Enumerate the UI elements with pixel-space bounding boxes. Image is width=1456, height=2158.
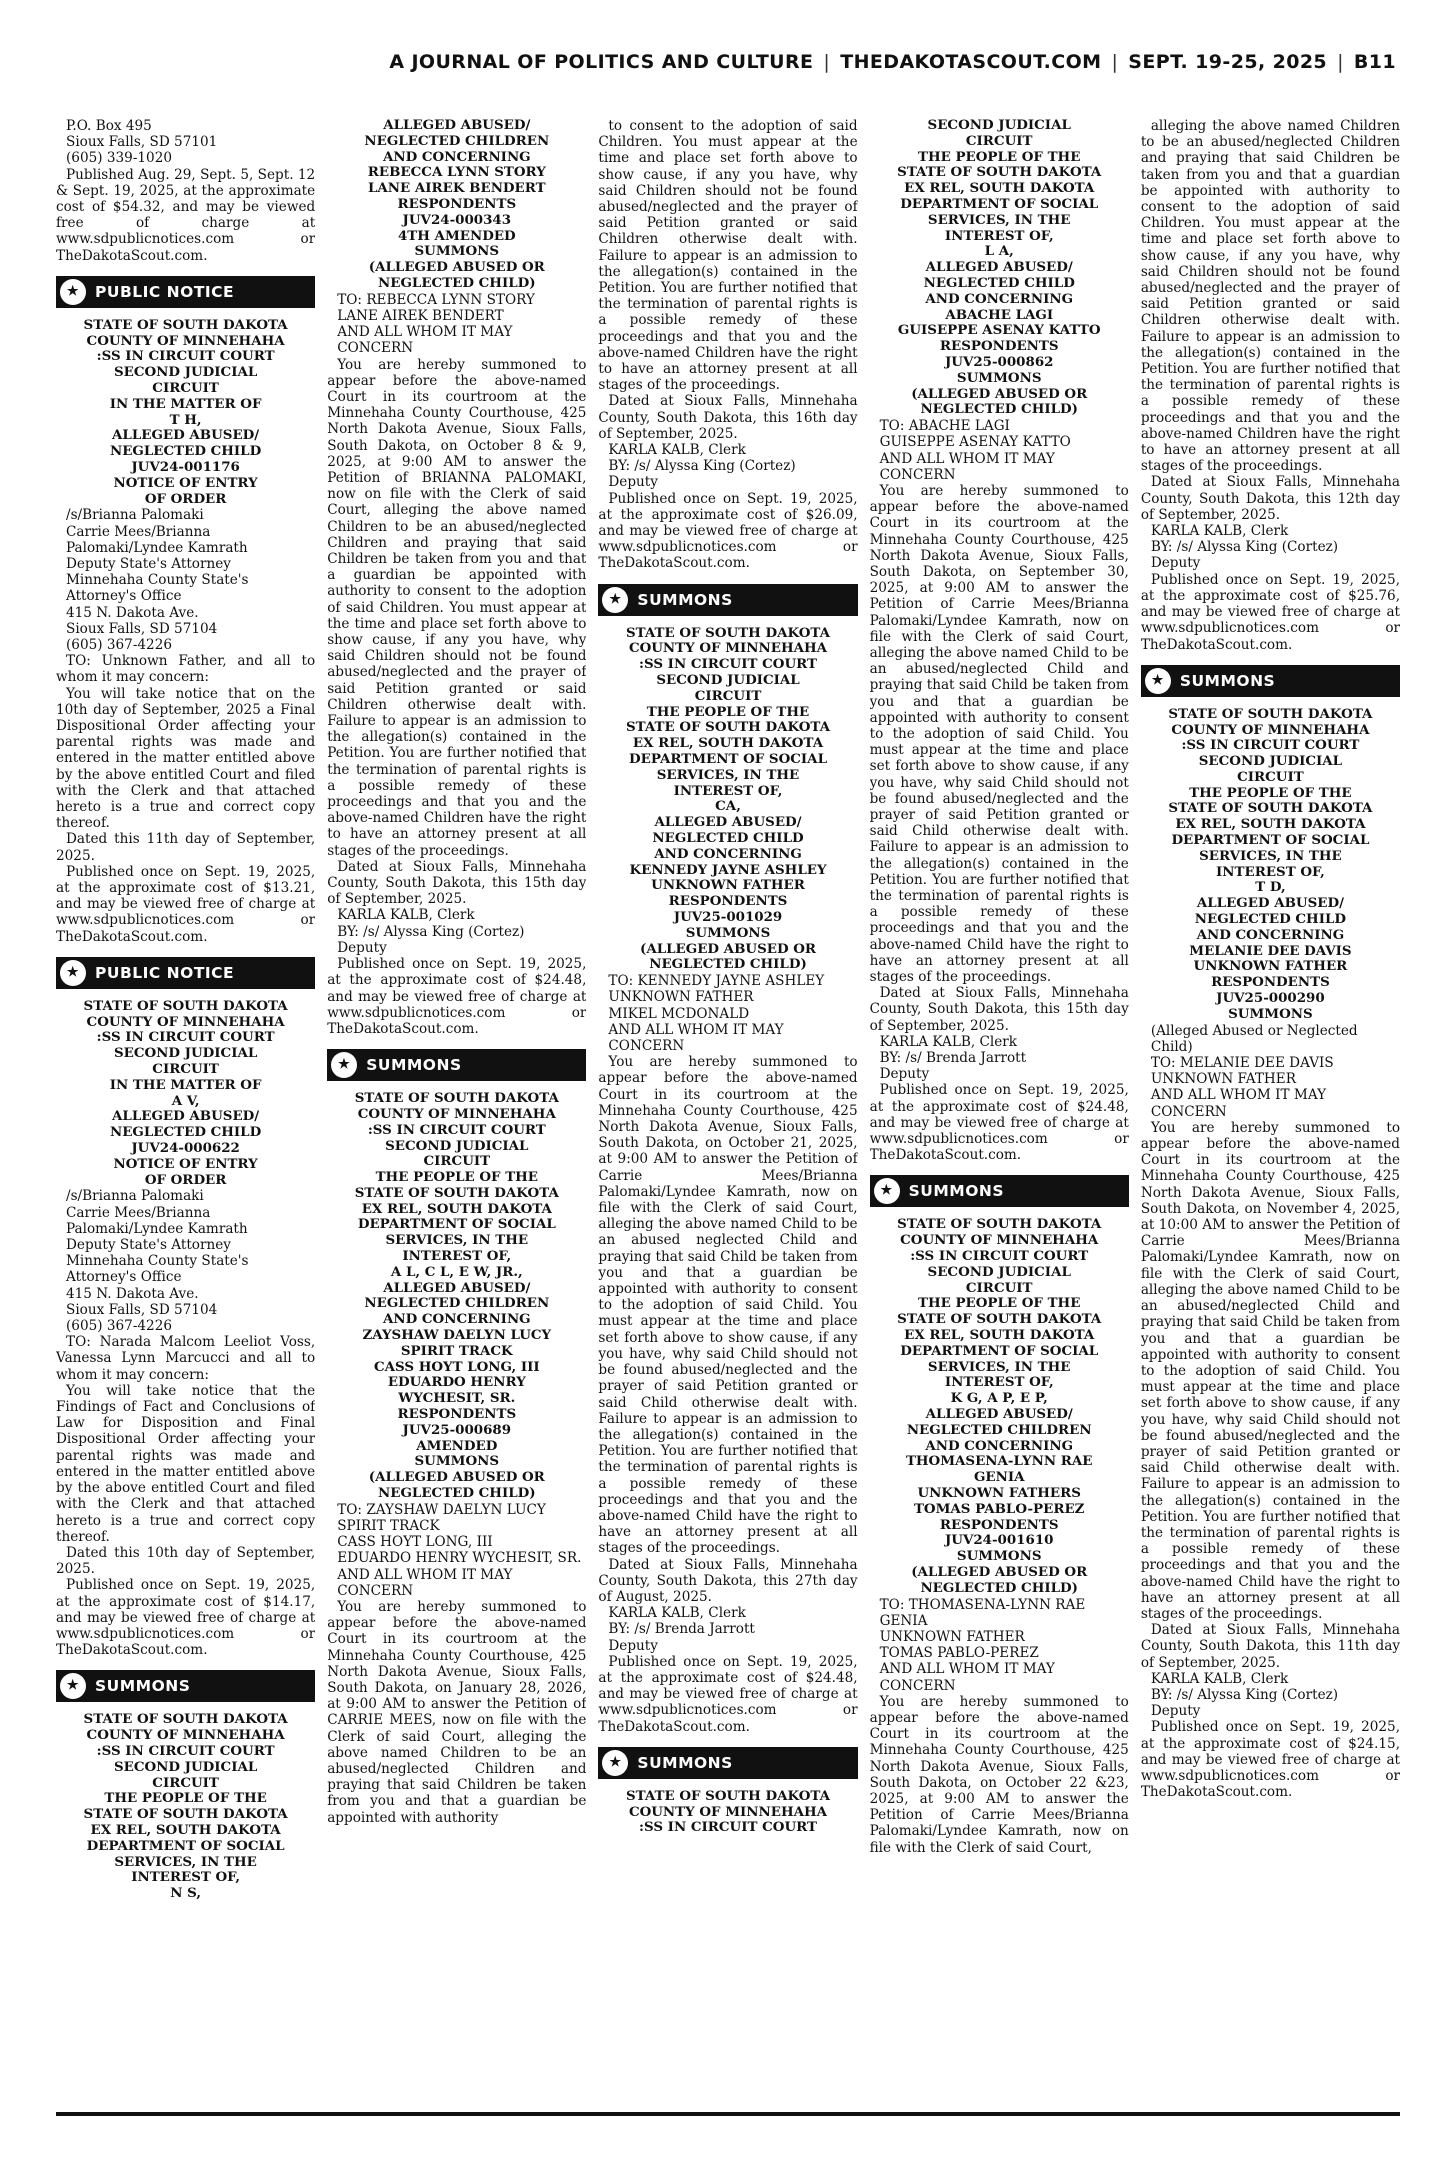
caption-line: CIRCUIT — [1237, 768, 1304, 785]
address-line: UNKNOWN FATHER — [879, 1629, 1025, 1646]
publication-note: Published once on Sept. 19, 2025, at the approximate cost of $24.48, and may be viewed free of charge at www.sdpublicnotices.com or TheDakotaScout.com. — [598, 1653, 858, 1735]
caption-line: ALLEGED ABUSED/ — [1196, 895, 1344, 912]
signature-line: Deputy — [879, 1066, 930, 1083]
caption-line: JUV24-001176 — [131, 459, 240, 475]
badge-label: SUMMONS — [908, 1182, 1005, 1201]
address-line: Carrie Mees/Brianna Palomaki/Lyndee Kamrath — [66, 1204, 248, 1237]
caption-line: EX REL, SOUTH DAKOTA — [90, 1821, 281, 1838]
scout-logo-icon: ★ — [60, 279, 86, 305]
caption-line: INTEREST OF, — [1216, 863, 1325, 880]
caption-line: IN THE MATTER OF — [109, 395, 262, 412]
publication-note: Published once on Sept. 19, 2025, at the approximate cost of $13.21, and may be viewed free of charge at www.sdpublicnotices.com or TheDakotaScout.com. — [56, 863, 316, 945]
caption-line: DEPARTMENT OF SOCIAL — [357, 1216, 556, 1233]
caption-line: KENNEDY JAYNE ASHLEY — [629, 861, 827, 878]
caption-line: SERVICES, IN THE — [1199, 847, 1342, 864]
caption-line: STATE OF SOUTH DAKOTA — [354, 1184, 559, 1201]
signature-line: BY: /s/ Alyssa King (Cortez) — [1150, 1686, 1339, 1703]
caption-line: UNKNOWN FATHERS — [917, 1485, 1081, 1502]
legal-notice — [327, 1049, 586, 1826]
legal-notice — [870, 118, 1129, 1163]
address-line: Minnehaha County State's Attorney's Office — [66, 572, 249, 605]
caption-line: EX REL, SOUTH DAKOTA — [361, 1200, 552, 1217]
caption-line: NEGLECTED CHILD) — [378, 1485, 536, 1502]
caption-line: SERVICES, IN THE — [656, 766, 800, 783]
caption-line: COUNTY OF MINNEHAHA — [1171, 721, 1370, 738]
caption-line: RESPONDENTS — [668, 893, 788, 910]
badge-label: SUMMONS — [637, 1753, 733, 1772]
scout-logo-icon: ★ — [602, 587, 628, 613]
caption-line: AMENDED — [416, 1437, 498, 1454]
notice-paragraph: Dated at Sioux Falls, Minnehaha County, South Dakota, this 15th day of September, 2025. — [869, 985, 1129, 1034]
caption-line: UNKNOWN FATHER — [651, 877, 805, 894]
address-line: Deputy State's Attorney — [66, 1237, 231, 1254]
column-1 — [56, 118, 315, 2106]
caption-line: CIRCUIT — [423, 1153, 491, 1170]
caption-line: CIRCUIT — [965, 1279, 1033, 1296]
caption-line: SECOND JUDICIAL — [927, 118, 1071, 133]
caption-line: JUV24-000622 — [131, 1140, 240, 1157]
address-line: (605) 367-4226 — [66, 1318, 173, 1335]
caption-line: DEPARTMENT OF SOCIAL — [900, 1342, 1099, 1359]
address-line: TO: MELANIE DEE DAVIS — [1150, 1055, 1334, 1072]
notice-paragraph: You are hereby summoned to appear before the above-named Court in its courtroom at the Minnehaha County Courthouse, 425 North Dakota Avenue, Sioux Falls, South Dakota, on November 4, 2025, at 10:00 AM to answer the Petition of Carrie Mees/Brianna Palomaki/Lyndee Kamrath, now on file with the Clerk of said Court, alleging the above named Child to be an abused/neglected Child and praying that said Child be taken from you and that a guardian be appointed with authority to consent to the adoption of said Child. You must appear at the time and place set forth above to show cause, if any you have, why said Child should not be found abused/neglected and the prayer of said Petition granted or said Child otherwise dealt with. Failure to appear is an admission to the allegation(s) contained in the Petition. You are further notified that the termination of parental rights is a possible remedy of these proceedings and that you and the above-named Child have the right to have an attorney present at all stages of the proceedings. — [1140, 1119, 1401, 1622]
caption-line: :SS IN CIRCUIT COURT — [639, 1819, 817, 1836]
notice-paragraph: You will take notice that on the 10th day of September, 2025 a Final Dispositional Order affecting your parental rights was made and entered in the matter entitled above by the above entitled Court and filed with the Clerk and that attached hereto is a true and correct copy thereof. — [56, 685, 316, 832]
caption-line: ZAYSHAW DAELYN LUCY — [362, 1327, 552, 1344]
caption-line: :SS IN CIRCUIT COURT — [96, 1029, 275, 1046]
caption-line: :SS IN CIRCUIT COURT — [96, 348, 275, 365]
publication-note: Published once on Sept. 19, 2025, at the approximate cost of $14.17, and may be viewed free of charge at www.sdpublicnotices.com or TheDakotaScout.com. — [56, 1577, 316, 1659]
address-line: P.O. Box 495 — [66, 118, 152, 134]
caption-line: SUMMONS — [414, 1453, 500, 1470]
caption-line: REBECCA LYNN STORY — [367, 164, 546, 181]
legal-notice — [56, 276, 315, 945]
signature-line: Deputy — [337, 939, 387, 956]
scout-logo-icon: ★ — [602, 1750, 628, 1776]
signature-line: KARLA KALB, Clerk — [879, 1033, 1018, 1050]
legal-notice — [56, 1670, 315, 1902]
caption-line: STATE OF SOUTH DAKOTA — [625, 719, 831, 736]
caption-line: COUNTY OF MINNEHAHA — [86, 1013, 285, 1030]
address-line: EDUARDO HENRY WYCHESIT, SR. — [337, 1550, 582, 1567]
notice-paragraph: TO: Narada Malcom Leeliot Voss, Vanessa Lynn Marcucci and all to whom it may concern: — [56, 1334, 316, 1383]
caption-line: CIRCUIT — [152, 1061, 219, 1078]
address-line: AND ALL WHOM IT MAY CONCERN — [337, 324, 513, 357]
caption-line: RESPONDENTS — [939, 1516, 1059, 1533]
notice-paragraph: Published Aug. 29, Sept. 5, Sept. 12 & Sept. 19, 2025, at the approximate cost of $54.32, and may be viewed free of charge at www.sdpublicnotices.com or TheDakotaScout.com. — [56, 166, 316, 264]
notice-paragraph: Dated at Sioux Falls, Minnehaha County, South Dakota, this 12th day of September, 2025. — [1140, 474, 1401, 523]
caption-line: 4TH AMENDED — [397, 227, 516, 244]
caption-line: JUV24-001610 — [944, 1532, 1054, 1549]
caption-line: RESPONDENTS — [397, 195, 517, 212]
address-line: TO: ABACHE LAGI — [879, 418, 1010, 435]
caption-line: GUISEPPE ASENAY KATTO — [897, 322, 1101, 339]
notice-paragraph: Dated at Sioux Falls, Minnehaha County, South Dakota, this 15th day of September, 2025. — [327, 858, 587, 908]
signature-line: BY: /s/ Alyssa King (Cortez) — [1150, 539, 1339, 556]
caption-line: STATE OF SOUTH DAKOTA — [1168, 800, 1373, 817]
caption-line: NEGLECTED CHILD) — [649, 956, 807, 973]
section-badge — [327, 1049, 586, 1081]
caption-line: CIRCUIT — [694, 687, 762, 704]
caption-line: AND CONCERNING — [1196, 926, 1345, 943]
legal-notice — [1141, 665, 1400, 1801]
address-line: AND ALL WHOM IT MAY CONCERN — [879, 450, 1055, 483]
caption-line: TOMAS PABLO-PEREZ — [913, 1500, 1085, 1517]
caption-line: THE PEOPLE OF THE — [1189, 784, 1352, 801]
badge-label: SUMMONS — [637, 590, 733, 609]
caption-line: SPIRIT TRACK — [400, 1342, 513, 1359]
caption-line: GENIA — [973, 1469, 1025, 1486]
caption-line: SECOND JUDICIAL — [927, 1263, 1071, 1280]
signature-line: Deputy — [1150, 1703, 1201, 1720]
address-line: AND ALL WHOM IT MAY CONCERN — [608, 1021, 784, 1055]
caption-line: :SS IN CIRCUIT COURT — [96, 1742, 275, 1759]
signature-line: Deputy — [608, 474, 658, 491]
address-line: /s/Brianna Palomaki — [66, 507, 204, 524]
caption-line: SECOND JUDICIAL — [113, 364, 258, 381]
caption-line: N S, — [170, 1885, 201, 1902]
caption-line: CA, — [715, 798, 741, 815]
notice-paragraph: TO: Unknown Father, and all to whom it may concern: — [56, 653, 316, 686]
address-line: 415 N. Dakota Ave. — [66, 604, 199, 621]
publication-note: Published once on Sept. 19, 2025, at the approximate cost of $24.48, and may be viewed free of charge at www.sdpublicnotices.com or TheDakotaScout.com. — [327, 956, 587, 1037]
caption-line: K G, A P, E P, — [950, 1390, 1048, 1407]
caption-line: (ALLEGED ABUSED OR — [911, 385, 1088, 402]
caption-line: STATE OF SOUTH DAKOTA — [897, 1311, 1102, 1328]
scout-logo-icon: ★ — [60, 1673, 86, 1699]
address-line: MIKEL MCDONALD — [608, 1005, 750, 1022]
caption-line: SUMMONS — [414, 243, 500, 260]
caption-line: COUNTY OF MINNEHAHA — [900, 1232, 1099, 1249]
notice-paragraph: You are hereby summoned to appear before the above-named Court in its courtroom at the Minnehaha County Courthouse, 425 North Dakota Avenue, Sioux Falls, South Dakota, on October 8 & 9, 2025, at 9:00 AM to answer the Petition of BRIANNA PALOMAKI, now on file with the Clerk of said Court, alleging the above named Children to be an abused/neglected Children and praying that said Children be taken from you and that a guardian be appointed with authority to consent to the adoption of said Children. You must appear at the time and place set forth above to show cause, if any you have, why said Children should not be found abused/neglected and the prayer of said Petition granted or said Children otherwise dealt with. Failure to appear is an admission to the allegation(s) contained in the Petition. You are further notified that the termination of parental rights is a possible remedy of these proceedings and that you and the above-named Children have the right to have an attorney present at all stages of the proceedings. — [327, 356, 587, 859]
caption-line: INTEREST OF, — [402, 1248, 512, 1265]
badge-label: PUBLIC NOTICE — [95, 282, 235, 301]
column-5 — [1141, 118, 1400, 2106]
caption-line: DEPARTMENT OF SOCIAL — [86, 1837, 285, 1854]
caption-line: SECOND JUDICIAL — [385, 1137, 529, 1154]
caption-line: EX REL, SOUTH DAKOTA — [904, 180, 1095, 197]
scout-logo-icon: ★ — [331, 1052, 357, 1078]
caption-line: COUNTY OF MINNEHAHA — [628, 640, 828, 657]
address-line: (605) 339-1020 — [66, 150, 173, 167]
legal-notice — [598, 1747, 857, 1836]
legal-notice — [56, 118, 315, 264]
caption-line: AND CONCERNING — [925, 290, 1074, 307]
caption-line: STATE OF SOUTH DAKOTA — [625, 1787, 831, 1804]
legal-notice — [870, 1175, 1129, 1855]
section-badge — [598, 1747, 857, 1779]
address-line: AND ALL WHOM IT MAY CONCERN — [879, 1661, 1055, 1694]
caption-line: JUV25-001029 — [673, 909, 783, 926]
caption-line: INTEREST OF, — [673, 782, 783, 799]
scout-logo-icon: ★ — [1145, 668, 1171, 694]
caption-line: AND CONCERNING — [382, 1311, 531, 1328]
bottom-rule — [56, 2112, 1400, 2116]
caption-line: NEGLECTED CHILD) — [920, 1579, 1078, 1596]
signature-line: KARLA KALB, Clerk — [1150, 1670, 1289, 1687]
address-line: Minnehaha County State's Attorney's Office — [66, 1253, 249, 1286]
notice-columns — [56, 118, 1400, 2106]
caption-line: COUNTY OF MINNEHAHA — [86, 1727, 285, 1744]
caption-line: NEGLECTED CHILD — [109, 1124, 262, 1141]
caption-line: WYCHESIT, SR. — [398, 1390, 516, 1407]
caption-line: RESPONDENTS — [397, 1406, 517, 1423]
caption-line: NEGLECTED CHILD — [1194, 911, 1347, 928]
legal-notice — [598, 584, 857, 1735]
address-line: AND ALL WHOM IT MAY CONCERN — [337, 1566, 513, 1599]
caption-line: DEPARTMENT OF SOCIAL — [1171, 832, 1370, 849]
publication-note: Published once on Sept. 19, 2025, at the approximate cost of $24.15, and may be viewed free of charge at www.sdpublicnotices.com or TheDakotaScout.com. — [1140, 1719, 1401, 1801]
caption-line: SUMMONS — [956, 369, 1042, 386]
caption-line: NEGLECTED CHILDREN — [364, 1295, 550, 1312]
scout-logo-icon: ★ — [874, 1178, 900, 1204]
caption-line: SECOND JUDICIAL — [656, 672, 800, 689]
section-badge — [1141, 665, 1400, 697]
caption-line: ALLEGED ABUSED/ — [383, 1279, 531, 1296]
notice-paragraph: Dated this 10th day of September, 2025. — [56, 1544, 316, 1578]
journal-tagline: A JOURNAL OF POLITICS AND CULTURE — [389, 51, 814, 73]
caption-line: STATE OF SOUTH DAKOTA — [83, 316, 288, 333]
caption-line: SERVICES, IN THE — [927, 1358, 1071, 1375]
caption-line: (ALLEGED ABUSED OR — [911, 1564, 1088, 1581]
section-badge — [56, 276, 315, 308]
publication-note: Published once on Sept. 19, 2025, at the approximate cost of $24.48, and may be viewed free of charge at www.sdpublicnotices.com or TheDakotaScout.com. — [869, 1082, 1129, 1164]
signature-line: KARLA KALB, Clerk — [1150, 523, 1289, 540]
signature-line: BY: /s/ Alyssa King (Cortez) — [337, 923, 525, 940]
caption-line: THE PEOPLE OF THE — [375, 1169, 539, 1186]
caption-line: SUMMONS — [1228, 1005, 1313, 1022]
signature-line: BY: /s/ Brenda Jarrott — [608, 1621, 755, 1638]
caption-line: SUMMONS — [685, 924, 771, 941]
caption-line: JUV24-000343 — [402, 211, 512, 228]
notice-paragraph: You are hereby summoned to appear before the above-named Court in its courtroom at the Minnehaha County Courthouse, 425 North Dakota Avenue, Sioux Falls, South Dakota, on October 21, 2025, at 9:00 AM to answer the Petition of Carrie Mees/Brianna Palomaki/Lyndee Kamrath, now on file with the Clerk of said Court, alleging the above named Child to be an abused neglected Child and praying that said Child be taken from you and that a guardian be appointed with authority to consent to the adoption of said Child. You must appear at the time and place set forth above to show cause, if any you have, why said Child should not be found abused/neglected and the prayer of said Petition granted or said Child otherwise dealt with. Failure to appear is an admission to the allegation(s) contained in the Petition. You are further notified that the termination of parental rights is a possible remedy of these proceedings and that you and the above-named Child have the right to have an attorney present at all stages of the proceedings. — [598, 1054, 858, 1557]
caption-line: :SS IN CIRCUIT COURT — [639, 656, 817, 673]
caption-line: SERVICES, IN THE — [114, 1853, 257, 1870]
legal-notice — [598, 118, 857, 572]
caption-line: AND CONCERNING — [925, 1437, 1074, 1454]
caption-line: CIRCUIT — [965, 132, 1033, 149]
notice-paragraph: Dated at Sioux Falls, Minnehaha County, South Dakota, this 27th day of August, 2025. — [598, 1556, 858, 1605]
caption-line: NEGLECTED CHILD — [109, 443, 262, 460]
caption-line: AND CONCERNING — [654, 845, 802, 862]
badge-label: SUMMONS — [95, 1677, 191, 1696]
caption-line: CASS HOYT LONG, III — [373, 1358, 540, 1375]
address-line: LANE AIREK BENDERT — [337, 307, 504, 324]
address-line: AND ALL WHOM IT MAY CONCERN — [1150, 1087, 1327, 1120]
caption-line: STATE OF SOUTH DAKOTA — [83, 997, 288, 1014]
page-number: B11 — [1353, 51, 1396, 73]
caption-line: STATE OF SOUTH DAKOTA — [897, 164, 1102, 181]
caption-line: A L, C L, E W, JR., — [390, 1263, 523, 1280]
caption-line: STATE OF SOUTH DAKOTA — [83, 1806, 288, 1823]
caption-line: RESPONDENTS — [939, 338, 1059, 355]
legal-notice — [1141, 118, 1400, 653]
scout-logo-icon: ★ — [60, 960, 86, 986]
address-line: CASS HOYT LONG, III — [337, 1534, 493, 1551]
caption-line: CIRCUIT — [152, 1774, 219, 1791]
caption-line: STATE OF SOUTH DAKOTA — [1168, 705, 1373, 722]
address-line: Sioux Falls, SD 57101 — [66, 134, 218, 151]
caption-line: ALLEGED ABUSED/ — [112, 1108, 260, 1125]
caption-line: NEGLECTED CHILD) — [378, 274, 536, 291]
address-line: UNKNOWN FATHER — [1150, 1071, 1296, 1088]
caption-line: IN THE MATTER OF — [109, 1076, 262, 1093]
address-line: (Alleged Abused or Neglected Child) — [1150, 1022, 1358, 1055]
column-3 — [598, 118, 857, 2106]
caption-line: ALLEGED ABUSED/ — [112, 427, 260, 444]
caption-line: L A, — [984, 243, 1014, 260]
caption-line: INTEREST OF, — [944, 227, 1054, 244]
publication-note: Published once on Sept. 19, 2025, at the approximate cost of $25.76, and may be viewed free of charge at www.sdpublicnotices.com or TheDakotaScout.com. — [1140, 571, 1401, 653]
caption-line: MELANIE DEE DAVIS — [1189, 942, 1352, 959]
caption-line: ALLEGED ABUSED/ — [925, 259, 1073, 276]
address-line: 415 N. Dakota Ave. — [66, 1285, 199, 1302]
signature-line: BY: /s/ Alyssa King (Cortez) — [608, 458, 796, 475]
caption-line: (ALLEGED ABUSED OR — [368, 259, 545, 276]
section-badge — [870, 1175, 1129, 1207]
caption-line: COUNTY OF MINNEHAHA — [357, 1105, 556, 1122]
signature-line: KARLA KALB, Clerk — [608, 442, 746, 459]
notice-paragraph: You are hereby summoned to appear before the above-named Court in its courtroom at the Minnehaha County Courthouse, 425 North Dakota Avenue, Sioux Falls, South Dakota, on October 22 &23, 2025, at 9:00 AM to answer the Petition of Carrie Mees/Brianna Palomaki/Lyndee Kamrath, now on file with the Clerk of said Court, — [869, 1693, 1129, 1856]
notice-paragraph: You are hereby summoned to appear before the above-named Court in its courtroom at the Minnehaha County Courthouse, 425 North Dakota Avenue, Sioux Falls, South Dakota, on September 30, 2025, at 9:00 AM to answer the Petition of Carrie Mees/Brianna Palomaki/Lyndee Kamrath, now on file with the Clerk of said Court, alleging the above named Child to be an abused/neglected Child and praying that said Child be taken from you and that a guardian be appointed with authority to consent to the adoption of said Child. You must appear at the time and place set forth above to show cause, if any you have, why said Child should not be found abused/neglected and the prayer of said Petition granted or said Child otherwise dealt with. Failure to appear is an admission to the allegation(s) contained in the Petition. You are further notified that the termination of parental rights is a possible remedy of these proceedings and that you and the above-named Child have the right to have an attorney present at all stages of the proceedings. — [869, 482, 1129, 986]
caption-line: UNKNOWN FATHER — [1193, 958, 1348, 975]
section-badge — [598, 584, 857, 616]
address-line: Carrie Mees/Brianna Palomaki/Lyndee Kamrath — [66, 523, 248, 556]
notice-paragraph: You will take notice that the Findings of Fact and Conclusions of Law for Disposition and Final Dispositional Order affecting your parental rights was made and entered in the matter entitled above by the above entitled Court and filed with the Clerk and that attached hereto is a true and correct copy thereof. — [56, 1382, 316, 1545]
caption-line: SUMMONS — [956, 1548, 1042, 1565]
caption-line: THE PEOPLE OF THE — [917, 148, 1081, 165]
caption-line: CIRCUIT — [152, 380, 219, 397]
section-badge — [56, 1670, 315, 1702]
address-line: TO: KENNEDY JAYNE ASHLEY — [608, 973, 825, 990]
site-name: THEDAKOTASCOUT.COM — [840, 51, 1102, 73]
caption-line: NEGLECTED CHILD — [923, 274, 1075, 291]
address-line: TOMAS PABLO-PEREZ — [879, 1645, 1039, 1662]
caption-line: STATE OF SOUTH DAKOTA — [897, 1216, 1102, 1233]
address-line: TO: ZAYSHAW DAELYN LUCY SPIRIT TRACK — [337, 1501, 546, 1535]
caption-line: INTEREST OF, — [944, 1374, 1054, 1391]
signature-line: KARLA KALB, Clerk — [337, 907, 475, 924]
caption-line: JUV25-000689 — [402, 1421, 512, 1438]
caption-line: :SS IN CIRCUIT COURT — [1181, 737, 1360, 754]
caption-line: T D, — [1255, 879, 1286, 896]
header-separator: | — [823, 51, 831, 73]
caption-line: ALLEGED ABUSED/ — [925, 1406, 1073, 1423]
badge-label: SUMMONS — [1179, 671, 1276, 690]
badge-label: SUMMONS — [366, 1056, 462, 1074]
caption-line: NEGLECTED CHILDREN — [364, 132, 550, 149]
column-2 — [327, 118, 586, 2106]
caption-line: :SS IN CIRCUIT COURT — [910, 1248, 1089, 1265]
signature-line: KARLA KALB, Clerk — [608, 1605, 746, 1622]
column-4 — [870, 118, 1129, 2106]
address-line: TO: THOMASENA-LYNN RAE GENIA — [879, 1596, 1086, 1629]
caption-line: NEGLECTED CHILD) — [920, 401, 1078, 418]
notice-paragraph: alleging the above named Children to be an abused/neglected Children and praying that said Children be taken from you and that a guardian be appointed with authority to consent to the adoption of said Children. You must appear at the time and place set forth above to show cause, if any you have, why said Children should not be found abused/neglected and the prayer of said Petition granted or said Children otherwise dealt with. Failure to appear is an admission to the allegation(s) contained in the Petition. You are further notified that the termination of parental rights is a possible remedy of these proceedings and that you and the above-named Children have the right to have an attorney present at all stages of the proceedings. — [1140, 118, 1401, 475]
caption-line: JUV25-000290 — [1216, 990, 1325, 1007]
issue-dates: SEPT. 19-25, 2025 — [1128, 51, 1328, 73]
notice-paragraph: Dated at Sioux Falls, Minnehaha County, South Dakota, this 11th day of September, 2025. — [1140, 1622, 1401, 1671]
caption-line: NOTICE OF ENTRY — [113, 1155, 258, 1172]
caption-line: EDUARDO HENRY — [387, 1374, 526, 1391]
caption-line: T H, — [169, 411, 202, 428]
caption-line: SECOND JUDICIAL — [1198, 753, 1343, 770]
caption-line: DEPARTMENT OF SOCIAL — [900, 195, 1099, 212]
caption-line: ALLEGED ABUSED/ — [654, 814, 802, 831]
caption-line: ABACHE LAGI — [945, 306, 1054, 323]
caption-line: STATE OF SOUTH DAKOTA — [83, 1711, 288, 1728]
address-line: Sioux Falls, SD 57104 — [66, 620, 218, 637]
caption-line: LANE AIREK BENDERT — [367, 180, 546, 197]
notice-paragraph: You are hereby summoned to appear before the above-named Court in its courtroom at the Minnehaha County Courthouse, 425 North Dakota Avenue, Sioux Falls, South Dakota, on January 28, 2026, at 9:00 AM to answer the Petition of CARRIE MEES, now on file with the Clerk of said Court, alleging the above named Children to be an abused/neglected Children and praying that said Children be taken from you and that a guardian be appointed with authority — [327, 1599, 587, 1826]
caption-line: EX REL, SOUTH DAKOTA — [632, 735, 824, 752]
header-separator: | — [1111, 51, 1119, 73]
signature-line: Deputy — [608, 1637, 658, 1654]
caption-line: OF ORDER — [144, 490, 227, 507]
address-line: Deputy State's Attorney — [66, 556, 231, 572]
notice-paragraph: Dated this 11th day of September, 2025. — [56, 831, 316, 864]
caption-line: INTEREST OF, — [131, 1869, 240, 1886]
signature-line: Deputy — [1150, 555, 1201, 572]
caption-line: NEGLECTED CHILD — [652, 830, 804, 847]
page-header — [389, 46, 1396, 78]
caption-line: SERVICES, IN THE — [927, 211, 1071, 228]
caption-line: DEPARTMENT OF SOCIAL — [629, 751, 827, 768]
caption-line: (ALLEGED ABUSED OR — [368, 1469, 545, 1486]
legal-notice — [327, 118, 586, 1037]
caption-line: NOTICE OF ENTRY — [113, 474, 258, 491]
caption-line: THE PEOPLE OF THE — [917, 1295, 1081, 1312]
badge-label: PUBLIC NOTICE — [95, 963, 235, 982]
caption-line: EX REL, SOUTH DAKOTA — [904, 1327, 1095, 1344]
publication-note: Published once on Sept. 19, 2025, at the approximate cost of $26.09, and may be viewed free of charge at www.sdpublicnotices.com or TheDakotaScout.com. — [598, 490, 858, 572]
caption-line: COUNTY OF MINNEHAHA — [628, 1803, 828, 1820]
caption-line: ALLEGED ABUSED/ — [383, 118, 531, 133]
caption-line: STATE OF SOUTH DAKOTA — [354, 1090, 559, 1107]
address-line: (605) 367-4226 — [66, 637, 173, 654]
notice-paragraph: Dated at Sioux Falls, Minnehaha County, South Dakota, this 16th day of September, 2025. — [598, 393, 858, 442]
caption-line: RESPONDENTS — [1211, 974, 1330, 991]
caption-line: COUNTY OF MINNEHAHA — [86, 332, 285, 349]
caption-line: A V, — [171, 1092, 200, 1109]
header-separator: | — [1337, 51, 1344, 73]
caption-line: STATE OF SOUTH DAKOTA — [625, 624, 831, 641]
caption-line: :SS IN CIRCUIT COURT — [367, 1121, 546, 1138]
address-line: /s/Brianna Palomaki — [66, 1188, 204, 1205]
caption-line: THE PEOPLE OF THE — [104, 1790, 267, 1807]
caption-line: THE PEOPLE OF THE — [646, 703, 810, 720]
caption-line: OF ORDER — [144, 1171, 227, 1188]
caption-line: THOMASENA-LYNN RAE — [905, 1453, 1093, 1470]
caption-line: EX REL, SOUTH DAKOTA — [1175, 816, 1366, 833]
caption-line: (ALLEGED ABUSED OR — [640, 940, 817, 957]
legal-notice — [56, 957, 315, 1658]
signature-line: BY: /s/ Brenda Jarrott — [879, 1050, 1027, 1067]
caption-line: AND CONCERNING — [382, 148, 531, 165]
address-line: UNKNOWN FATHER — [608, 989, 754, 1006]
caption-line: NEGLECTED CHILDREN — [906, 1421, 1092, 1438]
address-line: GUISEPPE ASENAY KATTO — [879, 434, 1071, 451]
address-line: TO: REBECCA LYNN STORY — [337, 291, 535, 308]
section-badge — [56, 957, 315, 989]
caption-line: SECOND JUDICIAL — [113, 1758, 258, 1775]
caption-line: SECOND JUDICIAL — [113, 1045, 258, 1062]
caption-line: SERVICES, IN THE — [385, 1232, 529, 1249]
notice-paragraph: to consent to the adoption of said Children. You must appear at the time and place set forth above to show cause, if any you have, why said Children should not be found abused/neglected and the prayer of said Petition granted or said Children otherwise dealt with. Failure to appear is an admission to the allegation(s) contained in the Petition. You are further notified that the termination of parental rights is a possible remedy of these proceedings and that you and the above-named Children have the right to have an attorney present at all stages of the proceedings. — [598, 118, 858, 394]
caption-line: JUV25-000862 — [944, 353, 1054, 370]
address-line: Sioux Falls, SD 57104 — [66, 1301, 218, 1318]
